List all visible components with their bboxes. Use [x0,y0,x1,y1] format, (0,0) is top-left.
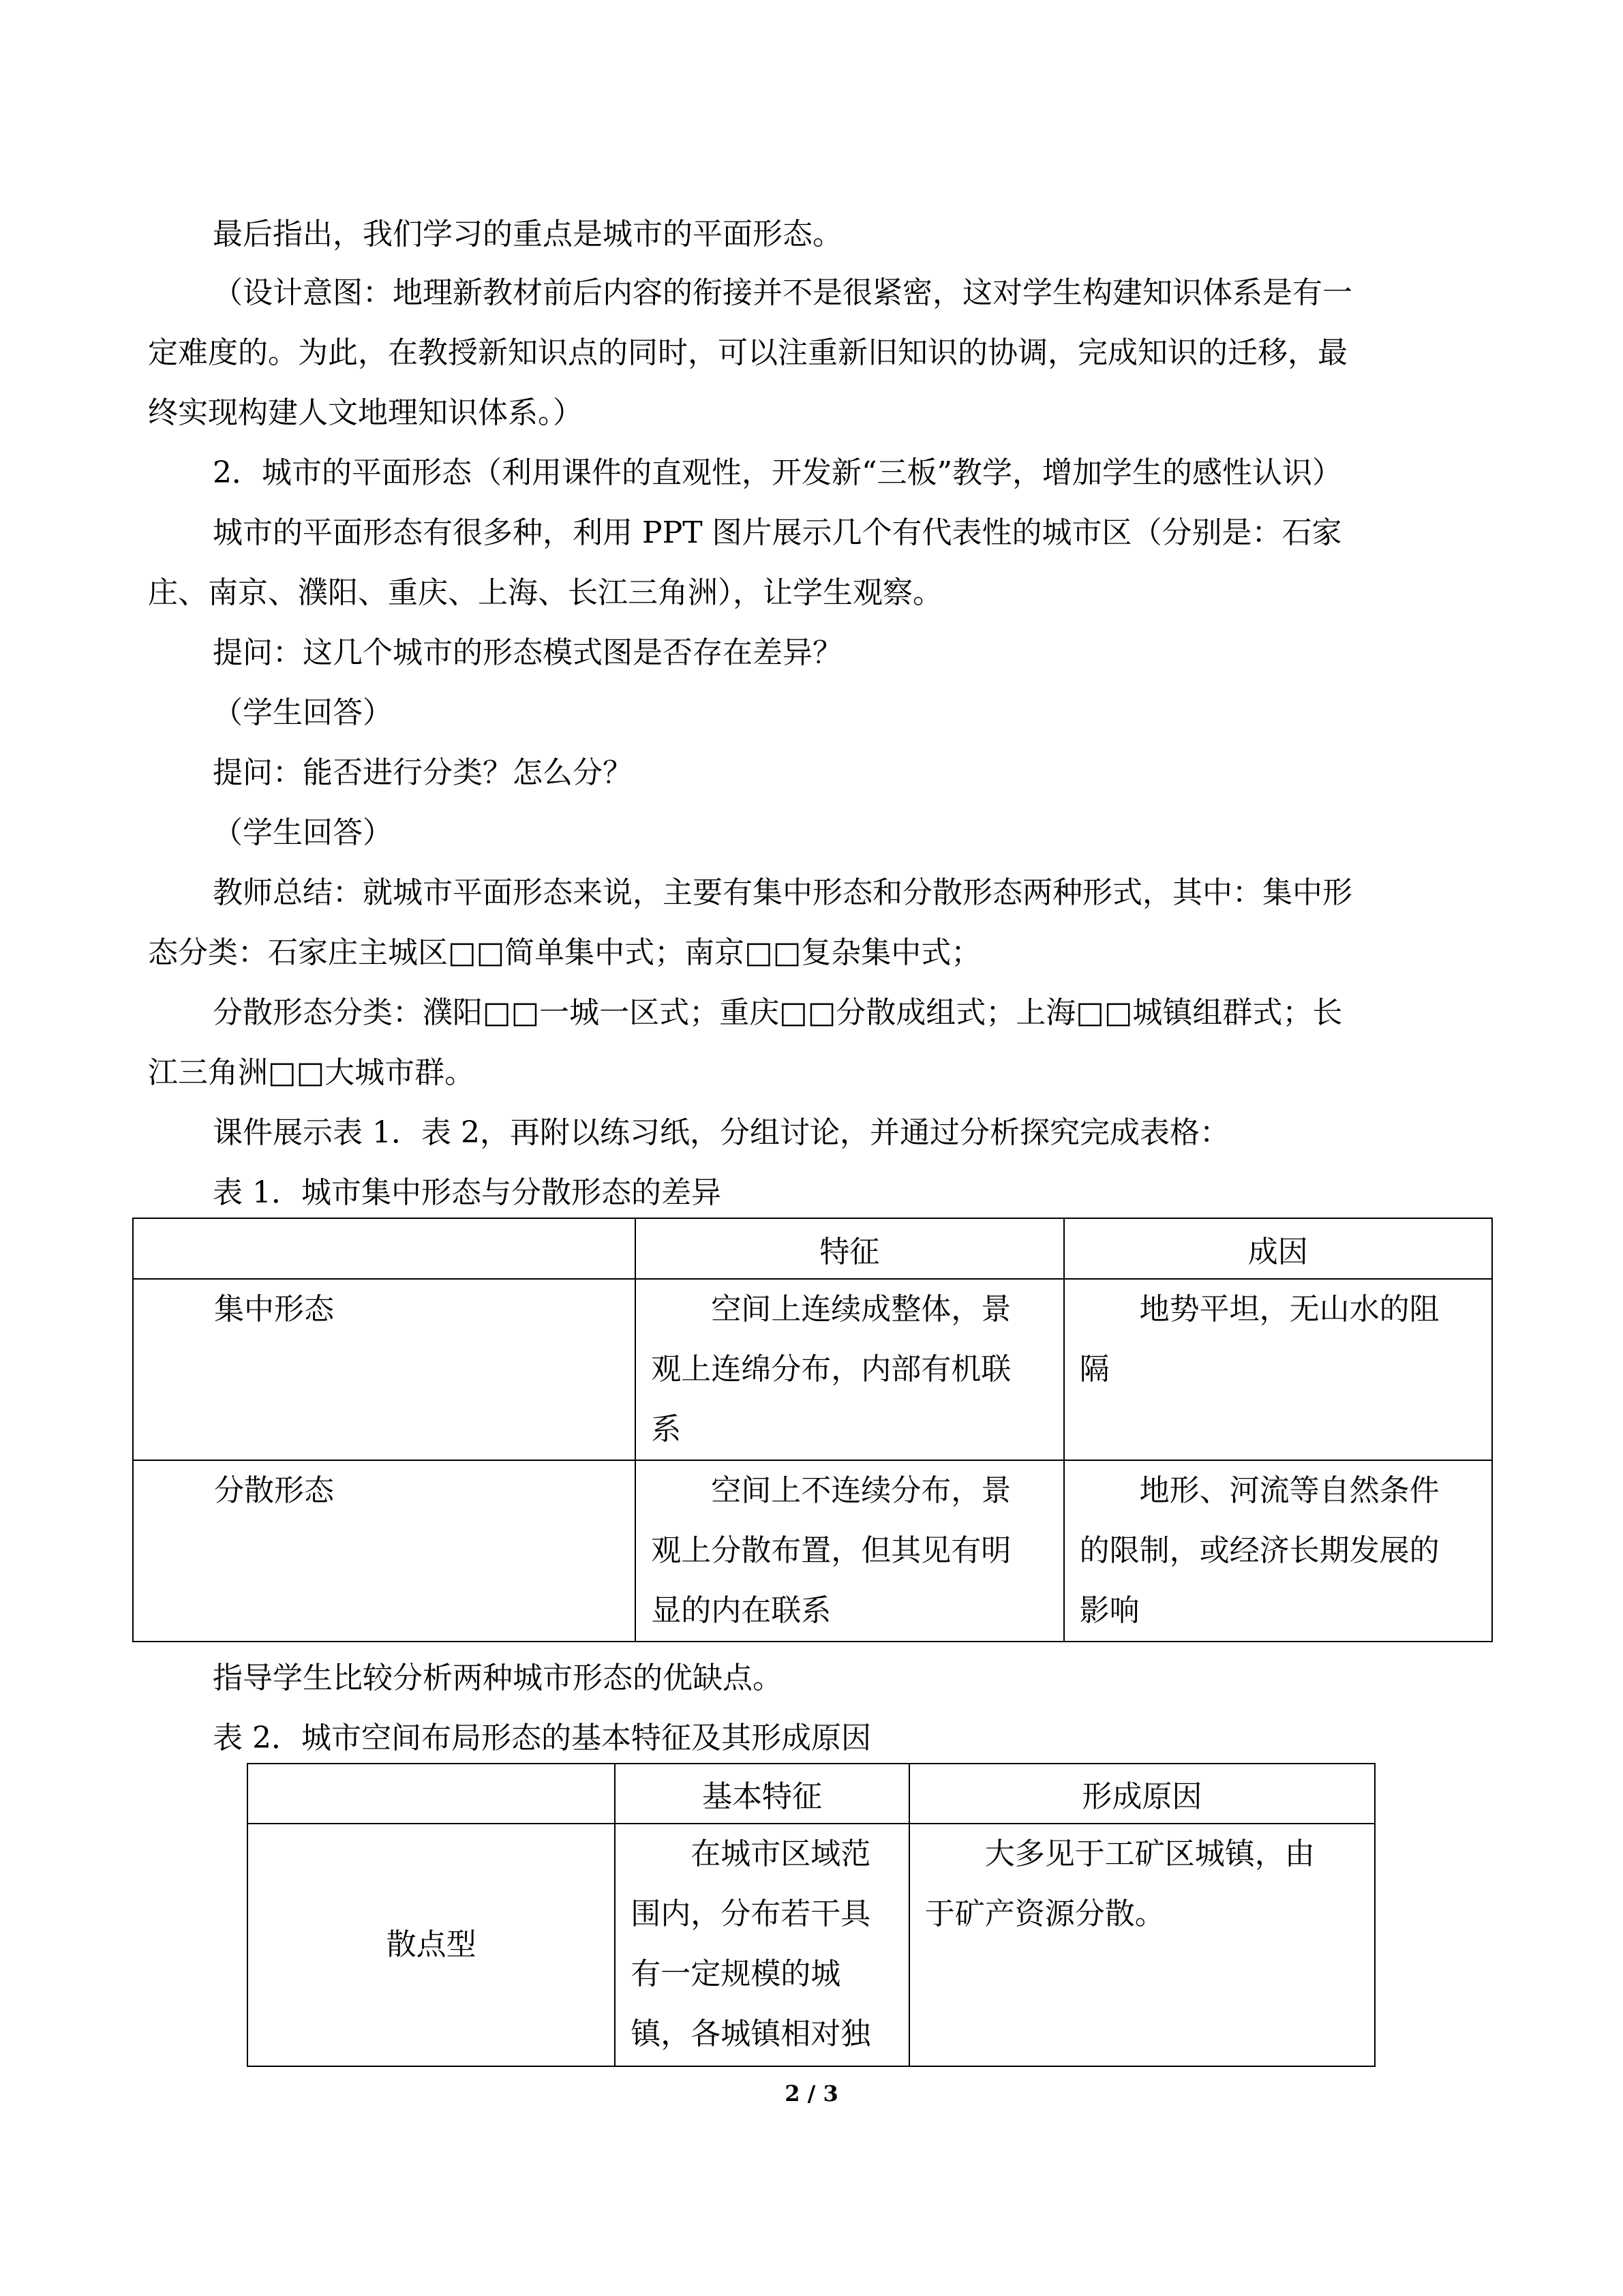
table-header-cell [133,1218,635,1279]
cell-line: 大多见于工矿区城镇，由 [984,1837,1315,1871]
table-header-row [133,1218,1492,1279]
table2-caption: 表 2．城市空间布局形态的基本特征及其形成原因 [213,1721,871,1755]
row-label: 散点型 [386,1927,476,1962]
cell-line: 有一定规模的城 [631,1957,841,1991]
teacher-summary: 教师总结：就城市平面形态来说，主要有集中形态和分散形态两种形式，其中：集中形 [213,875,1352,910]
cell-line: 于矿产资源分散。 [924,1897,1165,1931]
cell-line: 的限制，或经济长期发展的 [1079,1533,1440,1568]
table-header-cell: 形成原因 [909,1764,1375,1824]
row-label-cell [247,1824,615,2066]
row-label-cell [133,1279,635,1460]
cell-line: 围内，分布若干具 [631,1897,871,1931]
table-row [133,1460,1492,1642]
feature-cell [635,1279,1063,1460]
section-heading: 2．城市的平面形态（利用课件的直观性，开发新“三板”教学，增加学生的感性认识） [213,455,1342,490]
question-1: 提问：这几个城市的形态模式图是否存在差异？ [213,635,843,670]
paragraph-conclusion: 最后指出，我们学习的重点是城市的平面形态。 [213,217,843,252]
cause-cell [1064,1460,1492,1642]
paragraph-intro-2: 庄、南京、濮阳、重庆、上海、长江三角洲），让学生观察。 [148,575,943,610]
cell-line: 地势平坦，无山水的阻 [1139,1292,1440,1327]
cell-line: 空间上连续成整体，景 [711,1292,1012,1327]
cause-cell [1064,1279,1492,1460]
row-label: 分散形态 [214,1473,334,1508]
courseware-instruction: 课件展示表 1．表 2，再附以练习纸，分组讨论，并通过分析探究完成表格： [213,1115,1230,1150]
question-2: 提问：能否进行分类？怎么分？ [213,755,633,790]
cell-line: 镇，各城镇相对独 [631,2016,871,2051]
table1-caption: 表 1．城市集中形态与分散形态的差异 [213,1175,721,1210]
table-header-row [247,1764,1375,1824]
table-row [247,1824,1375,2066]
page-number: 2 / 3 [785,2081,838,2106]
table-header-cell [247,1764,615,1824]
paragraph-design-intent-3: 终实现构建人文地理知识体系。） [148,395,583,430]
teacher-summary-2: 态分类：石家庄主城区□□简单集中式；南京□□复杂集中式； [148,935,982,970]
dispersed-classification: 分散形态分类：濮阳□□一城一区式；重庆□□分散成组式；上海□□城镇组群式；长 [213,995,1343,1030]
cell-line: 观上连绵分布，内部有机联 [651,1352,1012,1387]
cell-line: 空间上不连续分布，景 [711,1473,1012,1508]
table-header-cell: 成因 [1064,1218,1492,1279]
cell-line: 影响 [1079,1593,1140,1628]
row-label-cell [133,1460,635,1642]
paragraph-design-intent: （设计意图：地理新教材前后内容的衔接并不是很紧密，这对学生构建知识体系是有一 [213,275,1352,310]
cell-line: 观上分散布置，但其见有明 [651,1533,1012,1568]
cell-line: 显的内在联系 [651,1593,832,1628]
guide-students: 指导学生比较分析两种城市形态的优缺点。 [213,1661,783,1695]
cell-line: 在城市区域范 [691,1837,871,1871]
cause-cell [909,1824,1375,2066]
feature-cell [615,1824,909,2066]
dispersed-classification-2: 江三角洲□□大城市群。 [148,1055,475,1090]
table-2 [247,1763,1376,2067]
table-1 [132,1218,1493,1642]
cell-line: 隔 [1079,1352,1110,1387]
student-answer-2: （学生回答） [213,815,393,850]
table-row [133,1279,1492,1460]
cell-line: 地形、河流等自然条件 [1139,1473,1440,1508]
row-label: 集中形态 [214,1292,334,1327]
feature-cell [635,1460,1063,1642]
student-answer-1: （学生回答） [213,695,393,730]
table-header-cell: 基本特征 [615,1764,909,1824]
table-header-cell: 特征 [635,1218,1063,1279]
cell-line: 系 [651,1412,682,1447]
paragraph-design-intent-2: 定难度的。为此，在教授新知识点的同时，可以注重新旧知识的协调，完成知识的迁移，最 [148,335,1348,370]
paragraph-intro: 城市的平面形态有很多种，利用 PPT 图片展示几个有代表性的城市区（分别是：石家 [213,515,1342,550]
